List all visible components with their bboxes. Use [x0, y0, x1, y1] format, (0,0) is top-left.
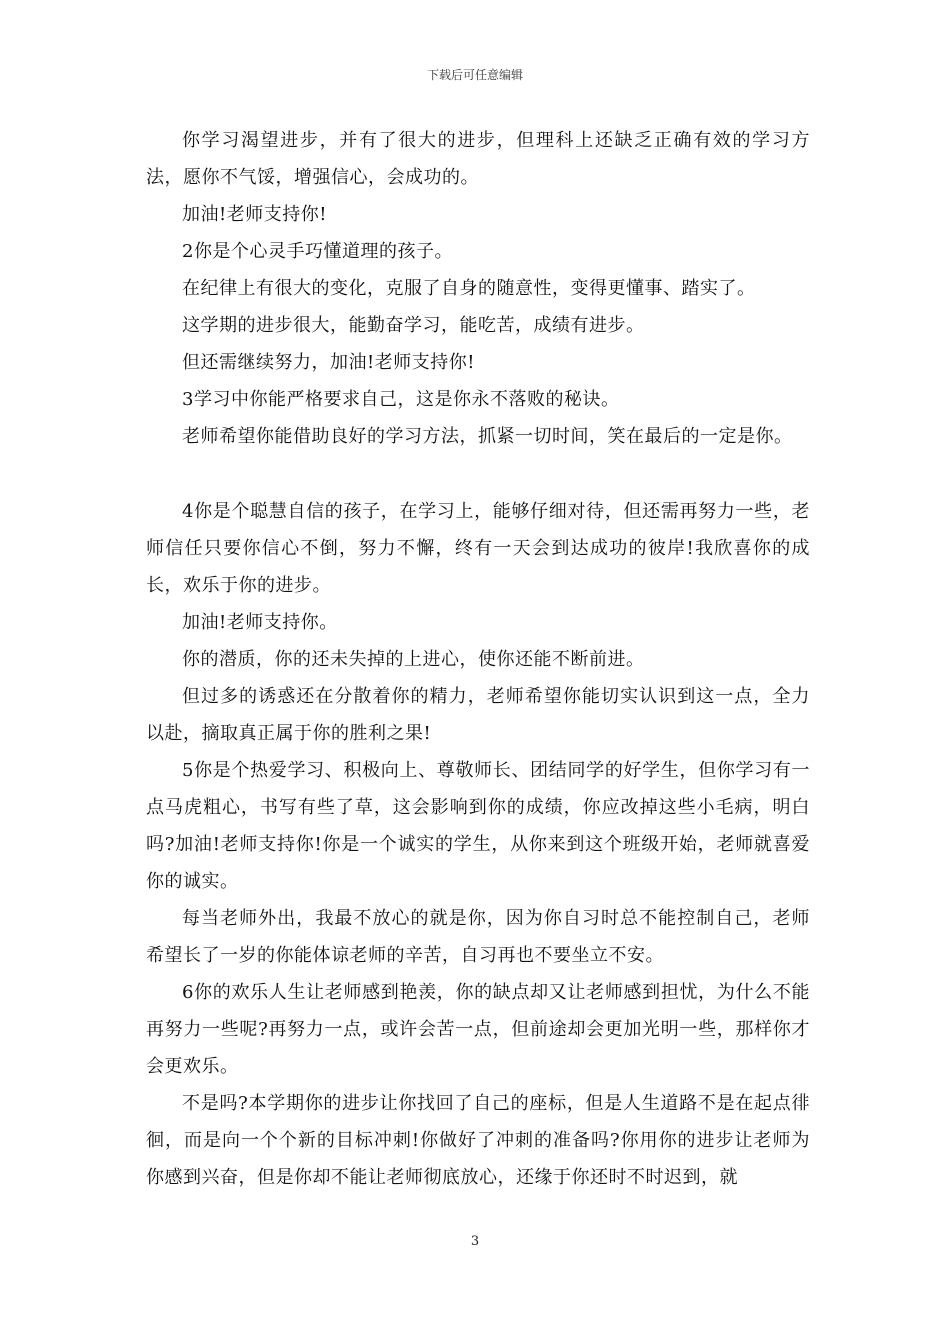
paragraph: 4你是个聪慧自信的孩子，在学习上，能够仔细对待，但还需再努力一些，老师信任只要你信心不倒，努力不懈，终有一天会到达成功的彼岸!我欣喜你的成长，欢乐于你的进步。 [146, 501, 810, 596]
paragraph: 2你是个心灵手巧懂道理的孩子。 [182, 241, 453, 262]
paragraph: 加油!老师支持你。 [182, 612, 338, 633]
paragraph: 不是吗?本学期你的进步让你找回了自己的座标，但是人生道路不是在起点徘徊，而是向一个个新的目标冲刺!你做好了冲刺的准备吗?你用你的进步让老师为你感到兴奋，但是你却不能让老师彻底放心，还缘于你还时不时迟到，就 [146, 1093, 810, 1188]
paragraph: 但还需继续努力，加油!老师支持你! [182, 352, 475, 373]
paragraph: 每当老师外出，我最不放心的就是你，因为你自习时总不能控制自己，老师希望长了一岁的你能体谅老师的辛苦，自习再也不要坐立不安。 [146, 908, 810, 966]
page-header: 下载后可任意编辑 [426, 68, 523, 82]
paragraph: 你学习渴望进步，并有了很大的进步，但理科上还缺乏正确有效的学习方法，愿你不气馁，增强信心，会成功的。 [146, 130, 810, 188]
paragraph: 老师希望你能借助良好的学习方法，抓紧一切时间，笑在最后的一定是你。 [182, 426, 793, 447]
paragraph: 这学期的进步很大，能勤奋学习，能吃苦，成绩有进步。 [182, 315, 645, 336]
paragraph: 但过多的诱惑还在分散着你的精力，老师希望你能切实认识到这一点，全力以赴，摘取真正属于你的胜利之果! [146, 686, 810, 744]
paragraph: 3学习中你能严格要求自己，这是你永不落败的秘诀。 [182, 389, 620, 410]
blank-line [146, 455, 810, 493]
document-body [146, 122, 810, 1196]
page-number: 3 [470, 1234, 480, 1249]
paragraph: 你的潜质，你的还未失掉的上进心，使你还能不断前进。 [182, 649, 645, 670]
paragraph: 6你的欢乐人生让老师感到艳羡，你的缺点却又让老师感到担忧，为什么不能再努力一些呢?再努力一点，或许会苦一点，但前途却会更加光明一些，那样你才会更欢乐。 [146, 982, 810, 1077]
paragraph: 在纪律上有很大的变化，克服了自身的随意性，变得更懂事、踏实了。 [182, 278, 756, 299]
paragraph: 加油!老师支持你! [182, 204, 327, 225]
paragraph: 5你是个热爱学习、积极向上、尊敬师长、团结同学的好学生，但你学习有一点马虎粗心，书写有些了草，这会影响到你的成绩，你应改掉这些小毛病，明白吗?加油!老师支持你!你是一个诚实的学生，从你来到这个班级开始，老师就喜爱你的诚实。 [146, 760, 810, 892]
